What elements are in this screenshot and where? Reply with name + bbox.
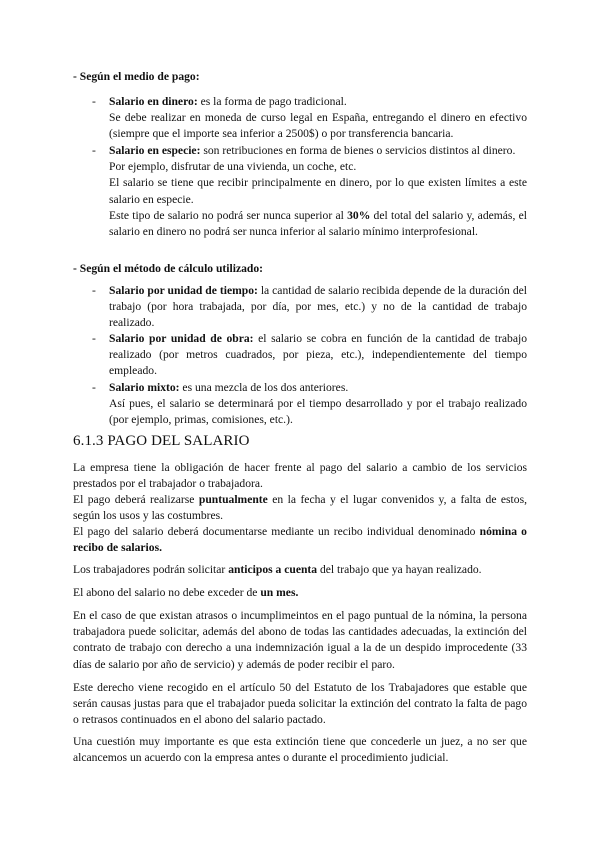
bullet-dash: - bbox=[92, 332, 96, 345]
term-salario-especie: Salario en especie: bbox=[109, 144, 201, 157]
desc-salario-mixto: es una mezcla de los dos anteriores. bbox=[179, 381, 349, 394]
heading-metodo-calculo: - Según el método de cálculo utilizado: bbox=[73, 262, 264, 275]
bullet-dash: - bbox=[92, 144, 96, 157]
term-unidad-obra: Salario por unidad de obra: bbox=[109, 332, 254, 345]
example-salario-especie: Por ejemplo, disfrutar de una vivienda, un coche, etc. bbox=[109, 160, 357, 174]
bullet-dash: - bbox=[92, 284, 96, 297]
note-salario-especie: El salario se tiene que recibir principalmente en dinero, por lo que existen límites a este salario en especie. bbox=[109, 176, 527, 206]
list-item-unidad-tiempo bbox=[92, 283, 527, 332]
list-item-salario-dinero bbox=[92, 94, 527, 143]
list-item-unidad-obra bbox=[92, 331, 527, 380]
section-heading-pago-salario: 6.1.3 PAGO DEL SALARIO bbox=[73, 433, 250, 449]
paragraph-atrasos: En el caso de que existan atrasos o incumplimeintos en el pago puntual de la nómina, la persona trabajadora puede solicitar, además del abono de todas las cantidades adecuadas, la extinción del contrato de trabajo con derecho a una indemnización igual a la de un despido improcedente (33 días de salario por año de servicio) y además de poder recibir el paro. bbox=[73, 609, 527, 671]
detail-salario-mixto: Así pues, el salario se determinará por el tiempo desarrollado y por el trabajo realizado (por ejemplo, primas, comisiones, etc.). bbox=[109, 397, 527, 427]
limit-salario-especie: Este tipo de salario no podrá ser nunca superior al 30% del total del salario y, además, el salario en dinero no podrá ser nunca inferior al salario mínimo interprofesional. bbox=[109, 208, 527, 239]
desc-salario-especie: son retribuciones en forma de bienes o servicios distintos al dinero. bbox=[200, 144, 516, 157]
desc-unidad-obra: el salario se cobra en función de la cantidad de trabajo realizado (por metros cuadrados, por pieza, etc.), independientemente del tiempo empleado. bbox=[109, 332, 527, 378]
paragraph-nomina: El pago del salario deberá documentarse mediante un recibo individual denominado nómina o recibo de salarios. bbox=[73, 525, 527, 555]
paragraph-extincion-juez: Una cuestión muy importante es que esta extinción tiene que concederle un juez, a no ser que alcancemos un acuerdo con la empresa antes o durante el procedimiento judicial. bbox=[73, 735, 527, 765]
desc-unidad-tiempo: la cantidad de salario recibida depende de la duración del trabajo (por hora trabajada, por día, por mes, etc.) y no de la cantidad de trabajo realizado. bbox=[109, 284, 527, 330]
term-unidad-tiempo: Salario por unidad de tiempo: bbox=[109, 284, 258, 297]
paragraph-estatuto: Este derecho viene recogido en el artículo 50 del Estatuto de los Trabajadores que estable que serán causas justas para que el trabajador pueda solicitar la extinción del contrato la falta de pago o retrasos continuados en el abono del salario pactado. bbox=[73, 681, 527, 727]
heading-medio-pago: - Según el medio de pago: bbox=[73, 70, 200, 83]
term-salario-dinero: Salario en dinero: bbox=[109, 95, 198, 108]
list-item-salario-especie bbox=[92, 143, 527, 240]
bullet-dash: - bbox=[92, 381, 96, 394]
paragraph-abono-mes: El abono del salario no debe exceder de un mes. bbox=[73, 586, 299, 599]
paragraph-puntualidad: El pago deberá realizarse puntualmente en la fecha y el lugar convenidos y, a falta de estos, según los usos y las costumbres. bbox=[73, 493, 527, 523]
detail-salario-dinero: Se debe realizar en moneda de curso legal en España, entregando el dinero en efectivo (siempre que el importe sea inferior a 2500$) o por transferencia bancaria. bbox=[109, 111, 527, 141]
desc-salario-dinero: es la forma de pago tradicional. bbox=[197, 95, 347, 108]
bullet-dash: - bbox=[92, 95, 96, 108]
paragraph-obligacion-pago: La empresa tiene la obligación de hacer frente al pago del salario a cambio de los servicios prestados por el trabajador o trabajadora. bbox=[73, 461, 527, 491]
list-item-salario-mixto bbox=[92, 380, 527, 429]
term-salario-mixto: Salario mixto: bbox=[109, 381, 180, 394]
paragraph-anticipos: Los trabajadores podrán solicitar anticipos a cuenta del trabajo que ya hayan realizado. bbox=[73, 563, 482, 576]
